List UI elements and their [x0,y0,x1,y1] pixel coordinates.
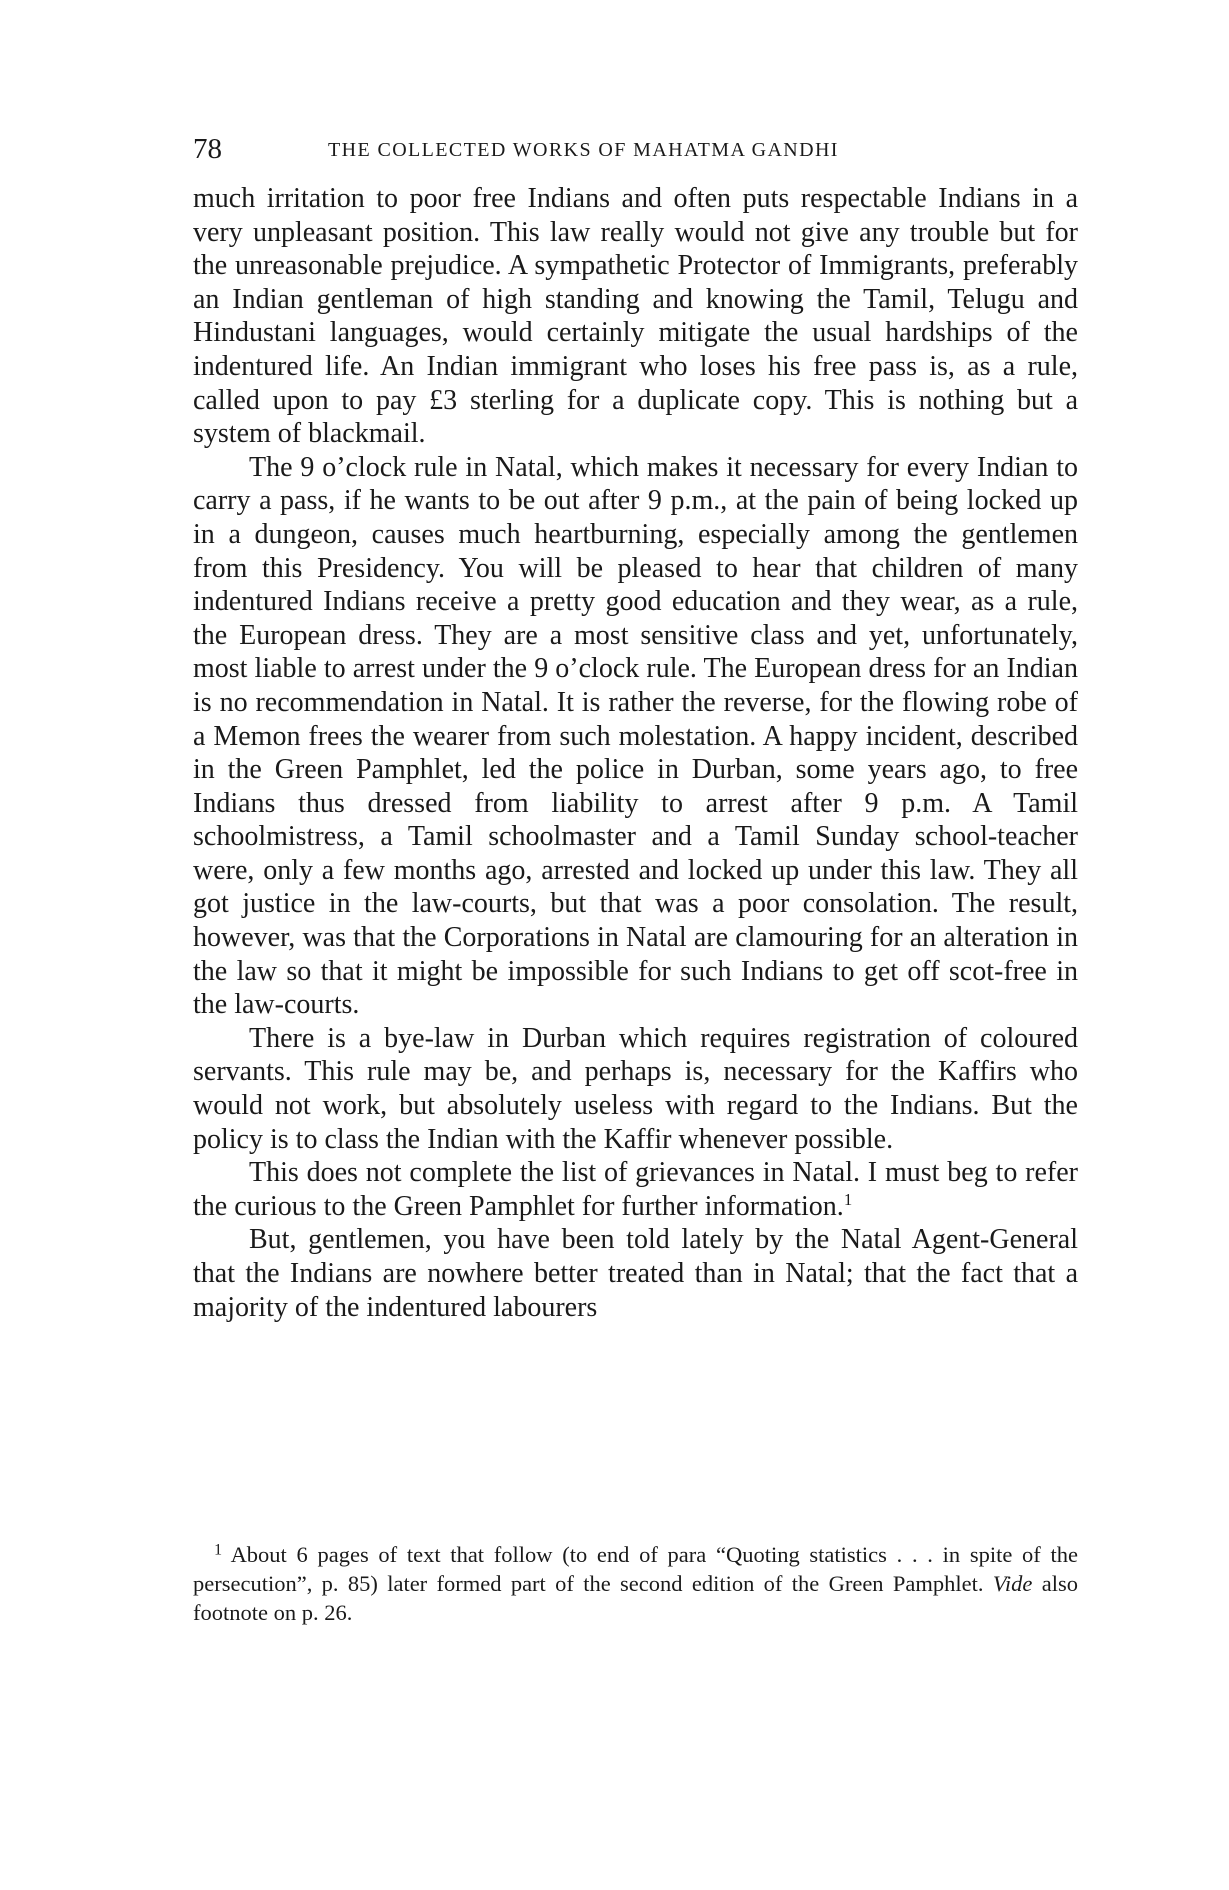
paragraph-4-text: This does not complete the list of grievances in Natal. I must beg to refer the curious to the Green Pamphlet for further information. [193,1157,1078,1222]
page-header [193,131,1078,167]
paragraph-3: There is a bye-law in Durban which requires registration of coloured servants. This rule may be, and perhaps is, necessary for the Kaffirs who would not work, but absolutely useless with regard to the Indians. But the policy is to class the Indian with the Kaffir whenever possible. [193,1022,1078,1155]
footnote-italic-word: Vide [992,1571,1033,1596]
paragraph-2: The 9 o’clock rule in Natal, which makes it necessary for every Indian to carry a pass, if he wants to be out after 9 p.m., at the pain of being locked up in a dungeon, causes much heartburning, especially among the gentlemen from this Presidency. You will be pleased to hear that children of many indentured Indians receive a pretty good education and they wear, as a rule, the European dress. They are a most sensitive class and yet, unfortunately, most liable to arrest under the 9 o’clock rule. The European dress for an Indian is no recommendation in Natal. It is rather the reverse, for the flowing robe of a Memon frees the wearer from such molestation. A happy incident, described in the Green Pamphlet, led the police in Durban, some years ago, to free Indians thus dressed from liability to arrest after 9 p.m. A Tamil schoolmistress, a Tamil schoolmaster and a Tamil Sunday school-teacher were, only a few months ago, arrested and locked up under this law. They all got justice in the law-courts, but that was a poor consolation. The result, however, was that the Corporations in Natal are clamouring for an alteration in the law so that it might be impossible for such Indians to get off scot-free in the law-courts. [193,451,1078,1021]
footnote-reference: 1 [843,1189,853,1209]
footnote-marker: 1 [214,1540,223,1559]
body-text [193,182,1078,1324]
paragraph-5: But, gentlemen, you have been told lately by the Natal Agent-General that the Indians are nowhere better treated than in Natal; that the fact that a majority of the indentured labourers [193,1224,1078,1323]
footnote-text-before: About 6 pages of text that follow (to end of para “Quoting statistics . . . in spite of the persecution”, p. 85) later formed part of the second edition of the Green Pamphlet. [193,1542,1078,1596]
footnote-text-after: also footnote on p. 26. [193,1571,1079,1625]
paragraph-4 [193,1156,1078,1223]
running-head: THE COLLECTED WORKS OF MAHATMA GANDHI [328,139,839,161]
page-number: 78 [193,133,222,165]
footnote-paragraph [193,1540,1078,1627]
footnote [193,1540,1078,1627]
paragraph-1: much irritation to poor free Indians and often puts respectable Indians in a very unpleasant position. This law really would not give any trouble but for the unreasonable prejudice. A sympathetic Protector of Immigrants, preferably an Indian gentleman of high standing and knowing the Tamil, Telugu and Hindustani languages, would certainly mitigate the usual hardships of the indentured life. An Indian immigrant who loses his free pass is, as a rule, called upon to pay £3 sterling for a duplicate copy. This is nothing but a system of blackmail. [193,183,1078,450]
